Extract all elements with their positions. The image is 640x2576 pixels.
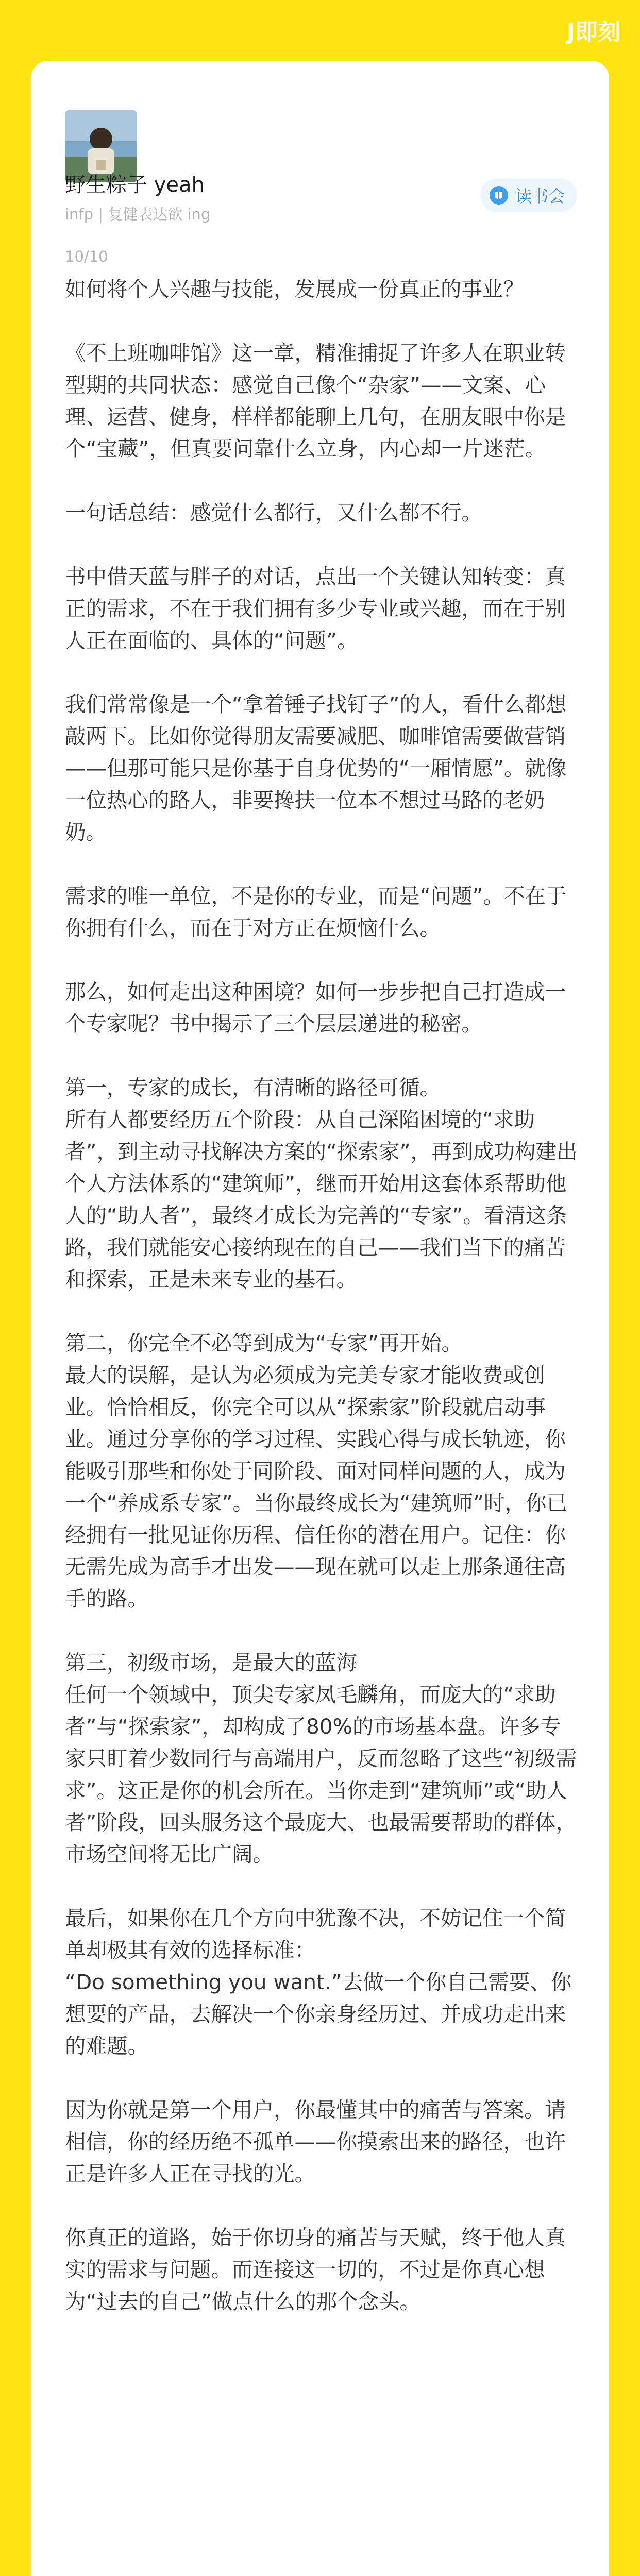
post-paragraph: 需求的唯一单位，不是你的专业，而是“问题”。不在于你拥有什么，而在于对方正在烦恼什么。 [65, 884, 567, 940]
topic-tag-label: 读书会 [515, 187, 565, 206]
post-body [65, 273, 580, 2349]
author-name[interactable]: 野生粽子 yeah [65, 173, 205, 197]
topic-tag-button[interactable] [480, 178, 577, 212]
post-paragraph: 第二，你完全不必等到成为“专家”再开始。 最大的误解，是认为必须成为完美专家才能收费或创业。恰恰相反，你完全可以从“探索家”阶段就启动事业。通过分享你的学习过程、实践心得与成长轨迹，你能吸引那些和你处于同阶段、面对同样问题的人，成为一个“养成系专家”。当你最终成长为“建筑师”时，你已经拥有一批见证你历程、信任你的潜在用户。记住：你无需先成为高手才出发——现在就可以走上那条通往高手的路。 [65, 1331, 567, 1611]
post-paragraph: 我们常常像是一个“拿着锤子找钉子”的人，看什么都想敲两下。比如你觉得朋友需要减肥、咖啡馆需要做营销——但那可能只是你基于自身优势的“一厢情愿”。就像一位热心的路人，非要搀扶一位本不想过马路的老奶奶。 [65, 692, 567, 844]
book-icon [490, 186, 508, 205]
jike-logo-text: J即刻 [566, 19, 620, 45]
post-paragraph: 第一，专家的成长，有清晰的路径可循。 所有人都要经历五个阶段：从自己深陷困境的“求助者”，到主动寻找解决方案的“探索家”，再到成功构建出个人方法体系的“建筑师”，继而开始用这套体系帮助他人的“助人者”，最终才成长为完善的“专家”。看清这条路，我们就能安心接纳现在的自己——我们当下的痛苦和探索，正是未来专业的基石。 [65, 1075, 578, 1292]
post-paragraph: 《不上班咖啡馆》这一章，精准捕捉了许多人在职业转型期的共同状态：感觉自己像个“杂家”——文案、心理、运营、健身，样样都能聊上几句，在朋友眼中你是个“宝藏”，但真要问靠什么立身，内心却一片迷茫。 [65, 341, 566, 461]
post-paragraph: 那么，如何走出这种困境？如何一步步把自己打造成一个专家呢？书中揭示了三个层层递进的秘密。 [65, 979, 566, 1036]
post-paragraph: 因为你就是第一个用户，你最懂其中的痛苦与答案。请相信，你的经历绝不孤单——你摸索出来的路径，也许正是许多人正在寻找的光。 [65, 2097, 566, 2186]
author-bio: infp | 复健表达欲 ing [65, 206, 211, 223]
post-card [31, 61, 609, 2576]
post-paragraph: 你真正的道路，始于你切身的痛苦与天赋，终于他人真实的需求与问题。而连接这一切的，不过是你真心想为“过去的自己”做点什么的那个念头。 [65, 2225, 566, 2314]
post-paragraph: 最后，如果你在几个方向中犹豫不决，不妨记住一个简单却极其有效的选择标准： “Do something you want.”去做一个你自己需要、你想要的产品，去解决一个你亲身经历过、并成功走出来的难题。 [65, 1906, 572, 2058]
post-paragraph: 第三，初级市场，是最大的蓝海 任何一个领域中，顶尖专家凤毛麟角，而庞大的“求助者”与“探索家”，却构成了80%的市场基本盘。许多专家只盯着少数同行与高端用户，反而忽略了这些“初级需求”。这正是你的机会所在。当你走到“建筑师”或“助人者”阶段，回头服务这个最庞大、也最需要帮助的群体，市场空间将无比广阔。 [65, 1650, 577, 1867]
jike-logo-top [567, 13, 620, 46]
post-paragraph: 一句话总结：感觉什么都行，又什么都不行。 [65, 500, 482, 525]
avatar[interactable] [65, 110, 137, 182]
post-header [65, 110, 577, 223]
post-paragraph: 如何将个人兴趣与技能，发展成一份真正的事业？ [65, 277, 524, 301]
post-date: 10/10 [65, 248, 108, 265]
post-paragraph: 书中借天蓝与胖子的对话，点出一个关键认知转变：真正的需求，不在于我们拥有多少专业或兴趣，而在于别人正在面临的、具体的“问题”。 [65, 564, 566, 653]
